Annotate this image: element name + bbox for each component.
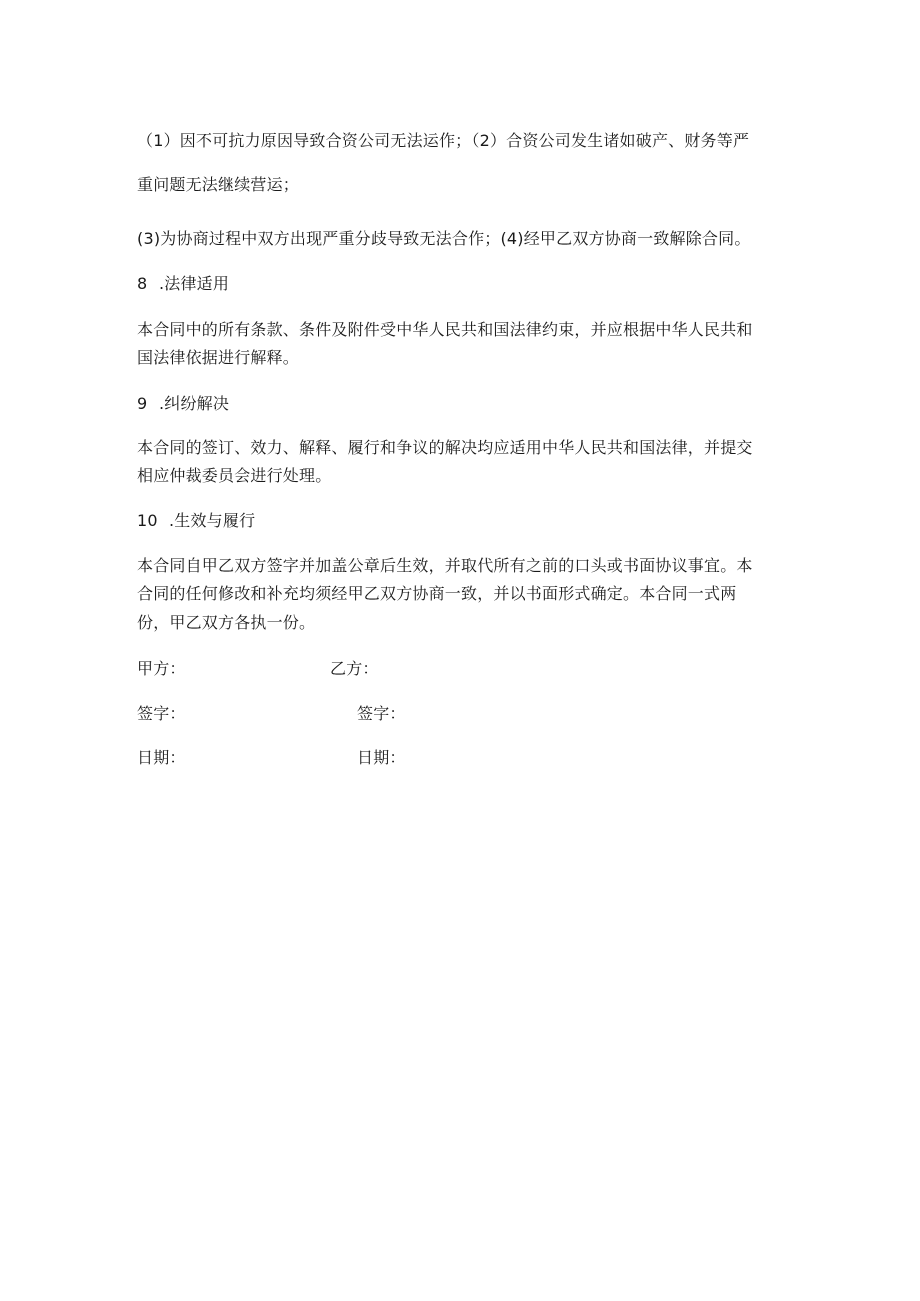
sign-a-label: 签字： xyxy=(137,704,186,723)
clause7-items-line1: （1）因不可抗力原因导致合资公司无法运作；（2）合资公司发生诸如破产、财务等严 xyxy=(137,131,750,150)
section9-body-line1: 本合同的签订、效力、解释、履行和争议的解决均应适用中华人民共和国法律，并提交 xyxy=(137,438,753,457)
section9-heading xyxy=(137,394,229,414)
date-b-label: 日期： xyxy=(357,748,406,767)
section8-body-line1: 本合同中的所有条款、条件及附件受中华人民共和国法律约束，并应根据中华人民共和 xyxy=(137,320,753,339)
section10-number: 10 xyxy=(137,511,158,530)
section10-body-line3: 份，甲乙双方各执一份。 xyxy=(137,613,316,632)
clause7-items-line3: (3)为协商过程中双方出现严重分歧导致无法合作；(4)经甲乙双方协商一致解除合同。 xyxy=(137,229,751,248)
section8-number: 8 xyxy=(137,274,148,293)
sign-b-label: 签字： xyxy=(357,704,406,723)
party-a-label: 甲方： xyxy=(137,659,186,678)
section8-title: .法律适用 xyxy=(159,274,230,293)
section10-body-line1: 本合同自甲乙双方签字并加盖公章后生效，并取代所有之前的口头或书面协议事宜。本 xyxy=(137,556,753,575)
section8-body-line2: 国法律依据进行解释。 xyxy=(137,348,300,367)
party-b-label: 乙方： xyxy=(330,659,379,678)
section9-body-line2: 相应仲裁委员会进行处理。 xyxy=(137,466,332,485)
clause7-items-line2: 重问题无法继续营运； xyxy=(137,175,300,194)
date-a-label: 日期： xyxy=(137,748,186,767)
section10-heading xyxy=(137,511,255,531)
section8-heading xyxy=(137,274,229,294)
section9-title: .纠纷解决 xyxy=(159,394,230,413)
section10-title: .生效与履行 xyxy=(169,511,256,530)
section9-number: 9 xyxy=(137,394,148,413)
section10-body-line2: 合同的任何修改和补充均须经甲乙双方协商一致，并以书面形式确定。本合同一式两 xyxy=(137,584,737,603)
